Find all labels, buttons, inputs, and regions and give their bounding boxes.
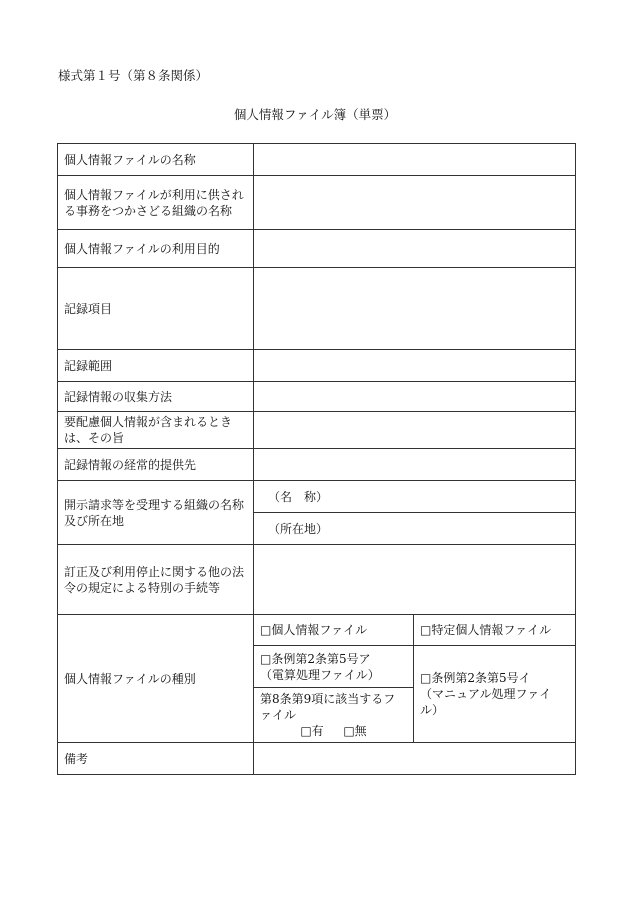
regular-recipients-field[interactable] <box>254 449 576 481</box>
row-disclosure-name <box>58 481 576 513</box>
purpose-label: 個人情報ファイルの利用目的 <box>58 230 254 268</box>
registry-table <box>57 143 576 775</box>
file-type-label: 個人情報ファイルの種別 <box>58 615 254 743</box>
page-title: 個人情報ファイル簿（単票） <box>233 107 397 122</box>
record-items-field[interactable] <box>254 268 576 350</box>
row-regular-recipients <box>58 449 576 481</box>
article8-cell <box>254 688 414 743</box>
disclosure-name-field[interactable] <box>254 481 576 513</box>
row-record-items <box>58 268 576 350</box>
row-purpose <box>58 230 576 268</box>
regular-recipients-label: 記録情報の経常的提供先 <box>58 449 254 481</box>
disclosure-location-field[interactable] <box>254 513 576 545</box>
row-file-type-1 <box>58 615 576 646</box>
disclosure-name-prefix: （名 称） <box>268 489 329 504</box>
row-organization <box>58 176 576 230</box>
file-type-specific-option[interactable] <box>414 615 576 646</box>
disclosure-org-label: 開示請求等を受理する組織の名称及び所在地 <box>58 481 254 545</box>
specific-file-checkbox[interactable]: □特定個人情報ファイル <box>420 623 552 637</box>
file-type-personal-option[interactable] <box>254 615 414 646</box>
article8-options <box>260 723 407 739</box>
file-type-manual-option[interactable] <box>414 646 576 743</box>
row-record-scope <box>58 350 576 382</box>
row-collection-method <box>58 382 576 412</box>
remarks-field[interactable] <box>254 743 576 775</box>
collection-method-label: 記録情報の収集方法 <box>58 382 254 412</box>
organization-field[interactable] <box>254 176 576 230</box>
organization-label: 個人情報ファイルが利用に供される事務をつかさどる組織の名称 <box>58 176 254 230</box>
purpose-field[interactable] <box>254 230 576 268</box>
collection-method-field[interactable] <box>254 382 576 412</box>
file-name-field[interactable] <box>254 144 576 176</box>
record-scope-field[interactable] <box>254 350 576 382</box>
row-correction-procedures <box>58 545 576 615</box>
correction-procedures-label: 訂正及び利用停止に関する他の法令の規定による特別の手続等 <box>58 545 254 615</box>
article8-yes-checkbox[interactable]: □有 <box>300 724 324 738</box>
file-type-electronic-option[interactable] <box>254 646 414 688</box>
remarks-label: 備考 <box>58 743 254 775</box>
disclosure-location-prefix: （所在地） <box>268 521 329 536</box>
record-scope-label: 記録範囲 <box>58 350 254 382</box>
sensitive-info-field[interactable] <box>254 412 576 449</box>
record-items-label: 記録項目 <box>58 268 254 350</box>
form-number: 様式第１号（第８条関係） <box>58 68 209 83</box>
row-file-name <box>58 144 576 176</box>
manual-file-checkbox[interactable]: □条例第2条第5号イ <box>420 671 531 685</box>
correction-procedures-field[interactable] <box>254 545 576 615</box>
electronic-file-note: （電算処理ファイル） <box>260 667 380 682</box>
row-remarks <box>58 743 576 775</box>
article8-no-checkbox[interactable]: □無 <box>343 724 367 738</box>
article8-text: 第8条第9項に該当するファイル <box>260 692 396 722</box>
manual-file-note: （マニュアル処理ファイル） <box>420 687 552 717</box>
sensitive-info-label: 要配慮個人情報が含まれるときは、その旨 <box>58 412 254 449</box>
file-name-label: 個人情報ファイルの名称 <box>58 144 254 176</box>
row-sensitive-info <box>58 412 576 449</box>
personal-file-checkbox[interactable]: □個人情報ファイル <box>260 623 368 637</box>
electronic-file-checkbox[interactable]: □条例第2条第5号ア <box>260 651 371 666</box>
